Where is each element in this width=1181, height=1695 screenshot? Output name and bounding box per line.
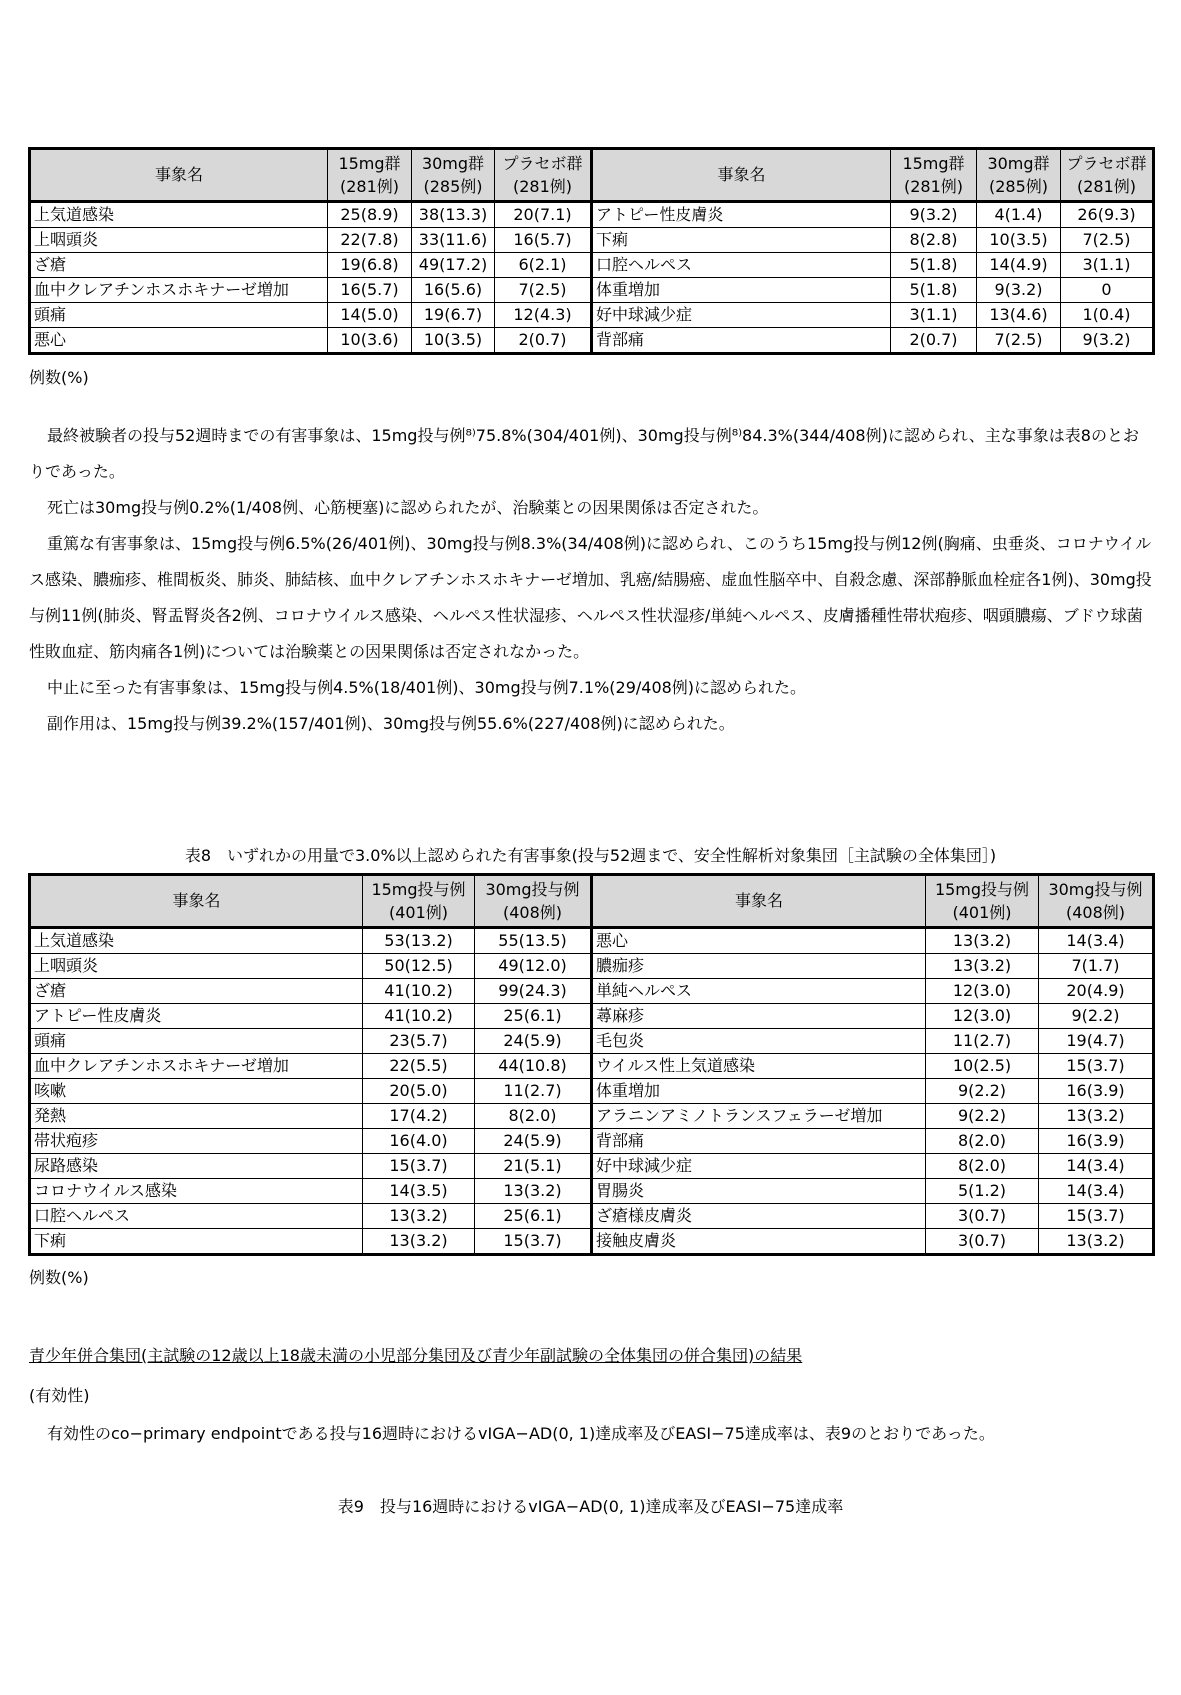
event-name-cell: 血中クレアチンホスホキナーゼ増加 [30,278,328,303]
event-name-cell: 上咽頭炎 [30,954,363,979]
value-cell-placebo: 1(0.4) [1061,303,1154,328]
table-row [30,278,1154,303]
value-cell-g15: 41(10.2) [363,1004,475,1029]
value-cell-g15: 5(1.2) [926,1179,1039,1204]
value-cell-g15: 15(3.7) [363,1154,475,1179]
event-name-cell: 頭痛 [30,1029,363,1054]
value-cell-g30: 14(3.4) [1039,1154,1154,1179]
value-cell-g30: 14(3.4) [1039,928,1154,954]
value-cell-placebo: 7(2.5) [495,278,592,303]
value-cell-g30: 14(4.9) [977,253,1061,278]
table-row [30,1204,1154,1229]
event-name-cell: 蕁麻疹 [592,1004,926,1029]
value-cell-g30: 15(3.7) [1039,1054,1154,1079]
value-cell-placebo: 20(7.1) [495,202,592,228]
value-cell-g15: 20(5.0) [363,1079,475,1104]
value-cell-g15: 22(5.5) [363,1054,475,1079]
value-cell-g15: 41(10.2) [363,979,475,1004]
event-name-cell: 発熱 [30,1104,363,1129]
value-cell-g15: 5(1.8) [891,253,977,278]
value-cell-g15: 50(12.5) [363,954,475,979]
value-cell-g15: 22(7.8) [328,228,412,253]
event-name-cell: 体重増加 [592,1079,926,1104]
header-15mg: 15mg群 (281例) [328,149,412,202]
header-15mg: 15mg投与例 (401例) [926,875,1039,928]
value-cell-g30: 44(10.8) [475,1054,592,1079]
value-cell-g30: 19(6.7) [412,303,495,328]
value-cell-g15: 13(3.2) [363,1229,475,1255]
event-name-cell: 体重増加 [592,278,891,303]
value-cell-g30: 4(1.4) [977,202,1061,228]
value-cell-g30: 19(4.7) [1039,1029,1154,1054]
value-cell-g15: 53(13.2) [363,928,475,954]
event-name-cell: 背部痛 [592,328,891,354]
table-row [30,202,1154,228]
table-row [30,1004,1154,1029]
value-cell-g15: 10(3.6) [328,328,412,354]
event-name-cell: 膿痂疹 [592,954,926,979]
table-row [30,328,1154,354]
header-event-name: 事象名 [592,875,926,928]
value-cell-g30: 21(5.1) [475,1154,592,1179]
event-name-cell: 口腔ヘルペス [592,253,891,278]
table-7-footnote: 例数(%) [29,368,89,387]
value-cell-g30: 13(3.2) [1039,1229,1154,1255]
header-placebo: プラセボ群 (281例) [495,149,592,202]
value-cell-g30: 49(12.0) [475,954,592,979]
table-row [30,1104,1154,1129]
value-cell-g30: 24(5.9) [475,1029,592,1054]
value-cell-g15: 8(2.8) [891,228,977,253]
table-row [30,1154,1154,1179]
event-name-cell: 悪心 [592,928,926,954]
value-cell-placebo: 3(1.1) [1061,253,1154,278]
value-cell-g30: 10(3.5) [412,328,495,354]
value-cell-g15: 16(5.7) [328,278,412,303]
body-text [29,418,1154,742]
value-cell-placebo: 6(2.1) [495,253,592,278]
event-name-cell: 胃腸炎 [592,1179,926,1204]
section-subheading: (有効性) [29,1386,90,1405]
table-header-row [30,875,1154,928]
event-name-cell: アトピー性皮膚炎 [30,1004,363,1029]
value-cell-g30: 15(3.7) [475,1229,592,1255]
table-row [30,1129,1154,1154]
event-name-cell: ざ瘡 [30,253,328,278]
header-15mg: 15mg群 (281例) [891,149,977,202]
value-cell-g30: 13(3.2) [1039,1104,1154,1129]
event-name-cell: アラニンアミノトランスフェラーゼ増加 [592,1104,926,1129]
table-row [30,303,1154,328]
table-row [30,1229,1154,1255]
value-cell-g15: 8(2.0) [926,1129,1039,1154]
value-cell-g30: 16(3.9) [1039,1079,1154,1104]
adverse-events-table-8 [28,873,1155,1256]
event-name-cell: 咳嗽 [30,1079,363,1104]
header-30mg: 30mg群 (285例) [977,149,1061,202]
value-cell-g30: 7(1.7) [1039,954,1154,979]
paragraph-discontinuation: 中止に至った有害事象は、15mg投与例4.5%(18/401例)、30mg投与例7.1%(29/408例)に認められた。 [47,678,807,697]
paragraph-adverse-events: 最終被験者の投与52週時までの有害事象は、15mg投与例⁸⁾75.8%(304/401例)、30mg投与例⁸⁾84.3%(344/408例)に認められ、主な事象は表8のとおりであった。 [29,426,1139,481]
value-cell-g30: 9(3.2) [977,278,1061,303]
event-name-cell: 毛包炎 [592,1029,926,1054]
table-row [30,1079,1154,1104]
header-event-name: 事象名 [30,875,363,928]
header-placebo: プラセボ群 (281例) [1061,149,1154,202]
value-cell-g15: 14(3.5) [363,1179,475,1204]
value-cell-g15: 8(2.0) [926,1154,1039,1179]
value-cell-g15: 11(2.7) [926,1029,1039,1054]
value-cell-g15: 19(6.8) [328,253,412,278]
event-name-cell: ざ瘡 [30,979,363,1004]
table-row [30,928,1154,954]
table-row [30,228,1154,253]
paragraph-deaths: 死亡は30mg投与例0.2%(1/408例、心筋梗塞)に認められたが、治験薬との因果関係は否定された。 [47,498,769,517]
section-heading: 青少年併合集団(主試験の12歳以上18歳未満の小児部分集団及び青少年副試験の全体集団の併合集団)の結果 [29,1346,803,1365]
value-cell-g30: 24(5.9) [475,1129,592,1154]
event-name-cell: 好中球減少症 [592,303,891,328]
table-row [30,1054,1154,1079]
value-cell-g15: 3(0.7) [926,1204,1039,1229]
event-name-cell: ざ瘡様皮膚炎 [592,1204,926,1229]
value-cell-g30: 10(3.5) [977,228,1061,253]
table-header-row [30,149,1154,202]
value-cell-g15: 13(3.2) [363,1204,475,1229]
value-cell-placebo: 12(4.3) [495,303,592,328]
value-cell-g30: 49(17.2) [412,253,495,278]
event-name-cell: 背部痛 [592,1129,926,1154]
table-row [30,1029,1154,1054]
header-30mg: 30mg投与例 (408例) [1039,875,1154,928]
event-name-cell: 尿路感染 [30,1154,363,1179]
value-cell-g30: 16(3.9) [1039,1129,1154,1154]
value-cell-g15: 12(3.0) [926,1004,1039,1029]
event-name-cell: 悪心 [30,328,328,354]
efficacy-paragraph: 有効性のco−primary endpointである投与16週時におけるvIGA−AD(0, 1)達成率及びEASI−75達成率は、表9のとおりであった。 [47,1424,995,1443]
value-cell-g30: 11(2.7) [475,1079,592,1104]
value-cell-g30: 14(3.4) [1039,1179,1154,1204]
value-cell-g30: 25(6.1) [475,1004,592,1029]
event-name-cell: 上咽頭炎 [30,228,328,253]
value-cell-g15: 16(4.0) [363,1129,475,1154]
value-cell-g15: 25(8.9) [328,202,412,228]
value-cell-placebo: 16(5.7) [495,228,592,253]
event-name-cell: 接触皮膚炎 [592,1229,926,1255]
header-15mg: 15mg投与例 (401例) [363,875,475,928]
table-row [30,954,1154,979]
event-name-cell: 血中クレアチンホスホキナーゼ増加 [30,1054,363,1079]
value-cell-g15: 5(1.8) [891,278,977,303]
value-cell-g30: 13(3.2) [475,1179,592,1204]
value-cell-g30: 13(4.6) [977,303,1061,328]
value-cell-g30: 7(2.5) [977,328,1061,354]
value-cell-g30: 33(11.6) [412,228,495,253]
header-event-name: 事象名 [30,149,328,202]
table-8-footnote: 例数(%) [29,1268,89,1287]
value-cell-g15: 2(0.7) [891,328,977,354]
value-cell-g30: 8(2.0) [475,1104,592,1129]
value-cell-placebo: 7(2.5) [1061,228,1154,253]
event-name-cell: コロナウイルス感染 [30,1179,363,1204]
value-cell-g30: 16(5.6) [412,278,495,303]
value-cell-g30: 38(13.3) [412,202,495,228]
value-cell-placebo: 26(9.3) [1061,202,1154,228]
paragraph-serious-adverse-events: 重篤な有害事象は、15mg投与例6.5%(26/401例)、30mg投与例8.3%(34/408例)に認められ、このうち15mg投与例12例(胸痛、虫垂炎、コロナウイルス感染、膿痂疹、椎間板炎、肺炎、肺結核、血中クレアチンホスホキナーゼ増加、乳癌/結腸癌、虚血性脳卒中、自殺念慮、深部静脈血栓症各1例)、30mg投与例11例(肺炎、腎盂腎炎各2例、コロナウイルス感染、ヘルペス性状湿疹、ヘルペス性状湿疹/単純ヘルペス、皮膚播種性帯状疱疹、咽頭膿瘍、ブドウ球菌性敗血症、筋肉痛各1例)については治験薬との因果関係は否定されなかった。 [29,534,1152,661]
event-name-cell: 単純ヘルペス [592,979,926,1004]
event-name-cell: 上気道感染 [30,928,363,954]
value-cell-g15: 3(1.1) [891,303,977,328]
event-name-cell: 上気道感染 [30,202,328,228]
table-row [30,253,1154,278]
value-cell-placebo: 9(3.2) [1061,328,1154,354]
adverse-events-table-7 [28,147,1155,355]
header-event-name: 事象名 [592,149,891,202]
event-name-cell: ウイルス性上気道感染 [592,1054,926,1079]
event-name-cell: アトピー性皮膚炎 [592,202,891,228]
value-cell-g15: 10(2.5) [926,1054,1039,1079]
value-cell-g15: 9(2.2) [926,1079,1039,1104]
table-row [30,1179,1154,1204]
value-cell-g15: 13(3.2) [926,928,1039,954]
event-name-cell: 下痢 [592,228,891,253]
value-cell-g15: 9(3.2) [891,202,977,228]
value-cell-placebo: 0 [1061,278,1154,303]
value-cell-g15: 9(2.2) [926,1104,1039,1129]
value-cell-g15: 17(4.2) [363,1104,475,1129]
value-cell-g15: 23(5.7) [363,1029,475,1054]
event-name-cell: 口腔ヘルペス [30,1204,363,1229]
table-8-caption: 表8 いずれかの用量で3.0%以上認められた有害事象(投与52週まで、安全性解析対象集団［主試験の全体集団］) [184,846,997,865]
value-cell-g15: 3(0.7) [926,1229,1039,1255]
event-name-cell: 帯状疱疹 [30,1129,363,1154]
header-30mg: 30mg群 (285例) [412,149,495,202]
event-name-cell: 下痢 [30,1229,363,1255]
event-name-cell: 頭痛 [30,303,328,328]
value-cell-g15: 14(5.0) [328,303,412,328]
value-cell-g15: 13(3.2) [926,954,1039,979]
value-cell-g30: 20(4.9) [1039,979,1154,1004]
value-cell-g30: 15(3.7) [1039,1204,1154,1229]
value-cell-placebo: 2(0.7) [495,328,592,354]
value-cell-g30: 55(13.5) [475,928,592,954]
value-cell-g30: 9(2.2) [1039,1004,1154,1029]
event-name-cell: 好中球減少症 [592,1154,926,1179]
value-cell-g30: 99(24.3) [475,979,592,1004]
paragraph-side-effects: 副作用は、15mg投与例39.2%(157/401例)、30mg投与例55.6%(227/408例)に認められた。 [47,714,735,733]
value-cell-g30: 25(6.1) [475,1204,592,1229]
table-9-caption: 表9 投与16週時におけるvIGA−AD(0, 1)達成率及びEASI−75達成率 [337,1497,844,1516]
header-30mg: 30mg投与例 (408例) [475,875,592,928]
value-cell-g15: 12(3.0) [926,979,1039,1004]
table-row [30,979,1154,1004]
